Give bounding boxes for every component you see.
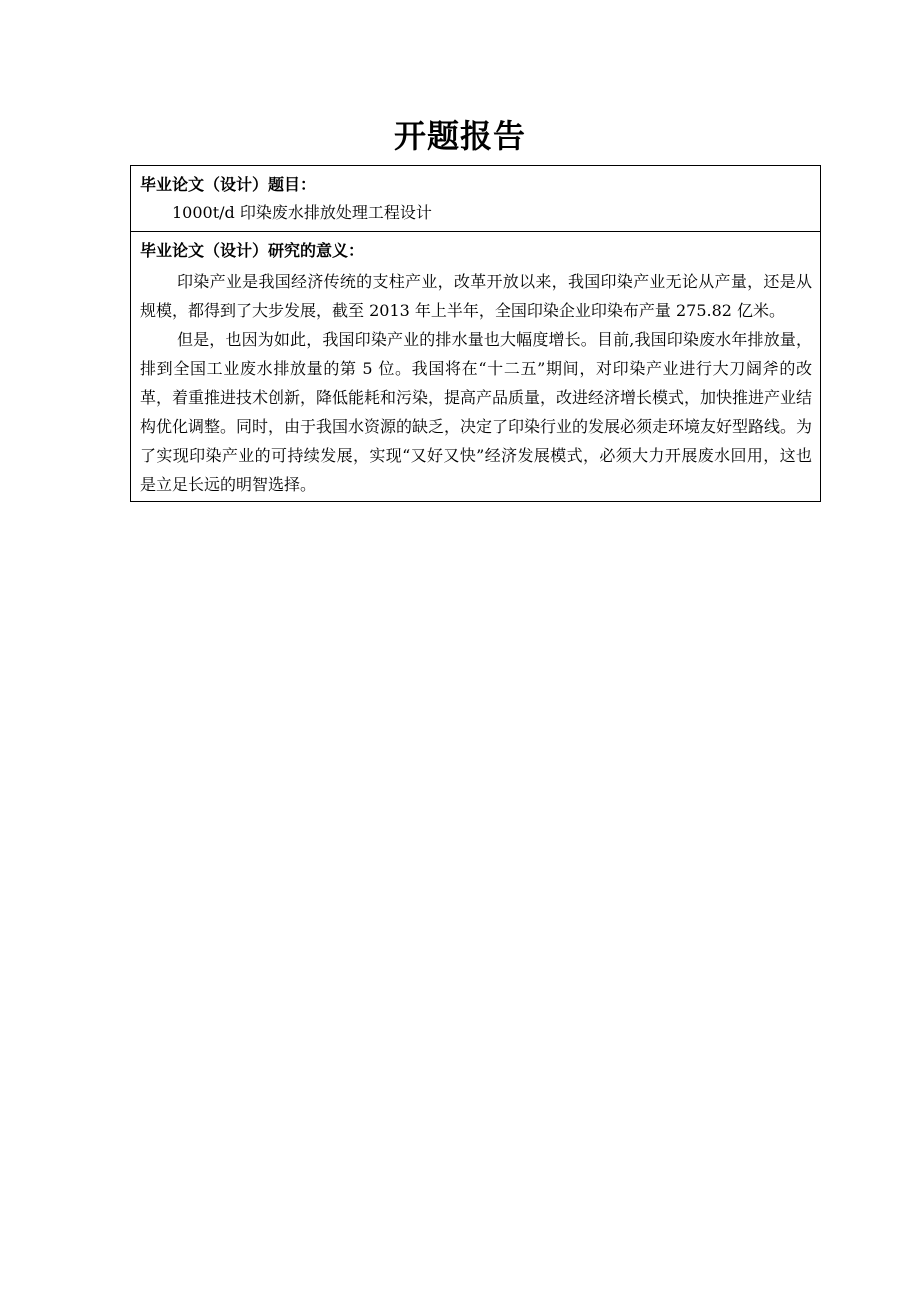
significance-paragraph-1: 印染产业是我国经济传统的支柱产业，改革开放以来，我国印染产业无论从产量，还是从规模，都得到了大步发展，截至 2013 年上半年，全国印染企业印染布产量 275.82 亿米。	[140, 272, 812, 320]
significance-cell	[131, 232, 821, 502]
significance-paragraph-2: 但是，也因为如此，我国印染产业的排水量也大幅度增长。目前,我国印染废水年排放量，排到全国工业废水排放量的第 5 位。我国将在“十二五”期间，对印染产业进行大刀阔斧的改革，着重推进技术创新，降低能耗和污染，提高产品质量，改进经济增长模式，加快推进产业结构优化调整。同时，由于我国水资源的缺乏，决定了印染行业的发展必须走环境友好型路线。为了实现印染产业的可持续发展，实现“又好又快”经济发展模式，必须大力开展废水回用，这也是立足长远的明智选择。	[140, 330, 813, 494]
topic-section	[131, 166, 821, 232]
topic-heading: 毕业论文（设计）题目：	[140, 175, 317, 194]
topic-cell	[131, 166, 821, 232]
topic-title: 1000t/d 印染废水排放处理工程设计	[172, 203, 432, 222]
significance-heading: 毕业论文（设计）研究的意义：	[140, 241, 365, 260]
report-table	[130, 165, 821, 502]
document-title: 开题报告	[393, 117, 526, 155]
significance-section	[131, 232, 821, 502]
